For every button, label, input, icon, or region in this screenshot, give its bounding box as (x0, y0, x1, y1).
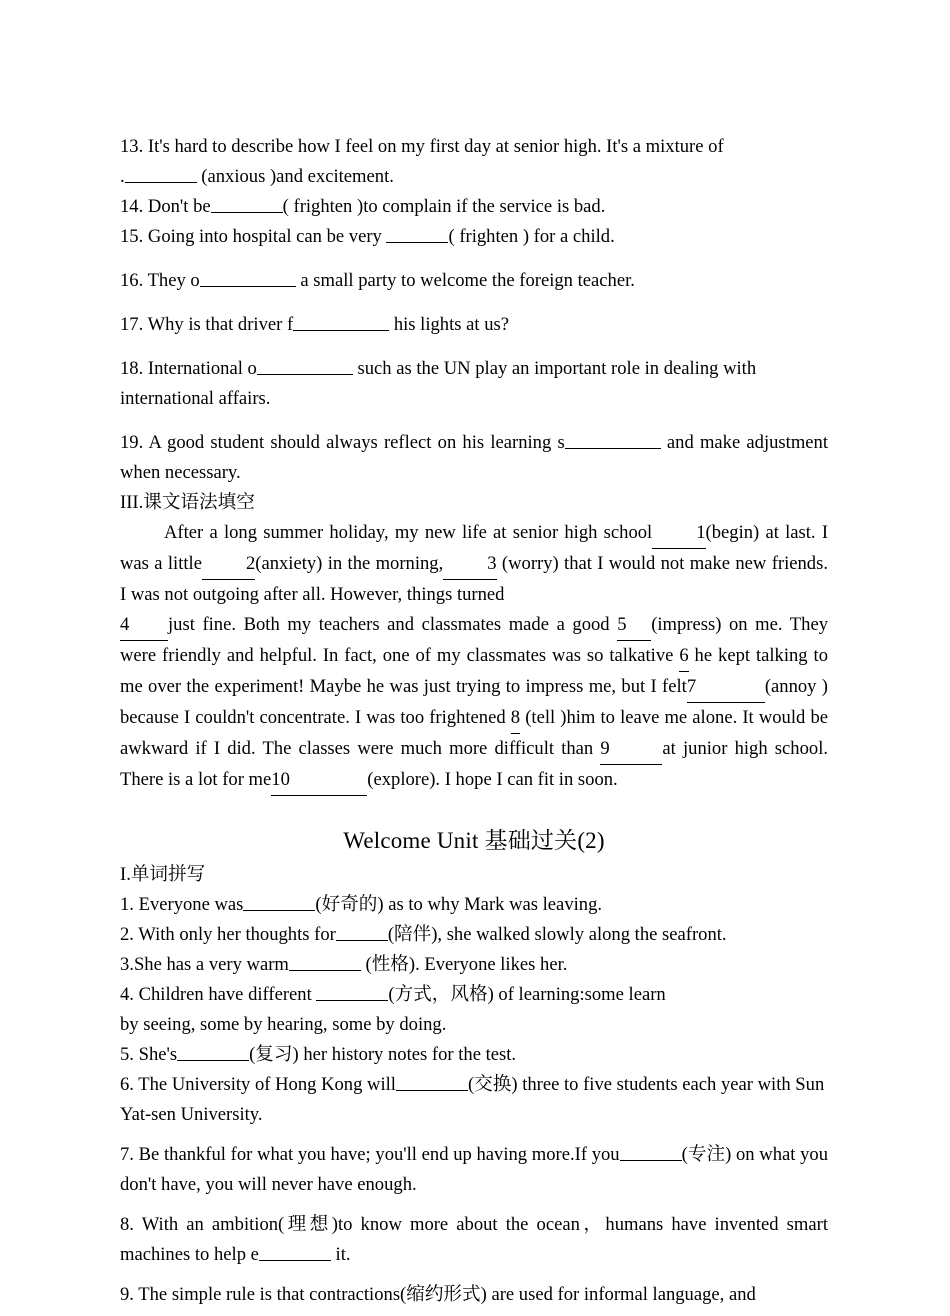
fill-in-blank[interactable] (257, 355, 353, 375)
numbered-blank-7[interactable]: 7 (687, 672, 765, 703)
item-number: 4. (120, 984, 134, 1005)
exercise-item-13-line2 (120, 162, 828, 192)
spelling-item-9 (120, 1280, 828, 1310)
grammar-passage-part-2 (120, 610, 828, 796)
item-number: 17. (120, 314, 144, 335)
numbered-blank-10[interactable]: 10 (271, 765, 367, 796)
item-number: 14. (120, 196, 144, 217)
fill-in-blank[interactable] (316, 981, 388, 1001)
item-text: Everyone was (138, 894, 244, 915)
spelling-item-8 (120, 1210, 828, 1270)
item-text-after: (性格). Everyone likes her. (360, 954, 568, 975)
item-text-after: (交换) three to five students each year with Sun Yat-sen University. (120, 1074, 825, 1125)
item-text-after: (方式，风格) of learning:some learn (388, 984, 666, 1005)
item-text: Going into hospital can be very (147, 226, 387, 247)
fill-in-blank[interactable] (293, 311, 389, 331)
item-number: 16. (120, 270, 144, 291)
passage-text: he kept talking to me over the experiment! Maybe he was just trying to impress me, but I felt (120, 645, 828, 697)
passage-text: After a long summer holiday, my new life at senior high school (164, 522, 653, 543)
item-text: The simple rule is that contractions(缩约形式) are used for informal language, and (138, 1284, 756, 1305)
passage-text: at junior high school. There is a lot for me (120, 738, 829, 790)
fill-in-blank[interactable] (396, 1071, 468, 1091)
item-text-after: (好奇的) as to why Mark was leaving. (315, 894, 603, 915)
item-number: 3. (120, 954, 134, 975)
numbered-blank-3[interactable]: 3 (443, 549, 496, 580)
spelling-item-1 (120, 890, 828, 920)
item-text-after: ( frighten )to complain if the service is bad. (282, 196, 606, 217)
item-text: With only her thoughts for (138, 924, 336, 945)
fill-in-blank[interactable] (211, 193, 283, 213)
item-text-after: (专注) on what you don't have, you will never have enough. (120, 1144, 828, 1195)
item-number: 7. (120, 1144, 134, 1165)
item-text: The University of Hong Kong will (138, 1074, 396, 1095)
item-text-after: his lights at us? (389, 314, 509, 335)
fill-in-blank[interactable] (620, 1141, 682, 1161)
item-text: International o (147, 358, 257, 379)
passage-text: (explore). I hope I can fit in soon. (367, 769, 618, 790)
exercise-item-17 (120, 310, 828, 340)
fill-in-blank[interactable] (565, 429, 661, 449)
fill-in-blank[interactable] (289, 951, 361, 971)
fill-in-blank[interactable] (336, 921, 388, 941)
item-text-after: (陪伴), she walked slowly along the seafront. (387, 924, 727, 945)
item-text: She's (138, 1044, 178, 1065)
passage-text: (worry) that I would not make new friends. I was not outgoing after all. However, things turned (120, 553, 828, 605)
item-number: 5. (120, 1044, 134, 1065)
fill-in-blank[interactable] (259, 1241, 331, 1261)
item-text: Don't be (147, 196, 211, 217)
exercise-item-16 (120, 266, 828, 296)
item-text-after: ( frighten ) for a child. (448, 226, 615, 247)
passage-text: just fine. Both my teachers and classmates made a good (168, 614, 618, 635)
numbered-blank-1[interactable]: 1 (652, 518, 705, 549)
exercise-item-14 (120, 192, 828, 222)
item-text-after: it. (330, 1244, 351, 1265)
item-number: 19. (120, 432, 144, 453)
passage-text: (anxiety) in the morning, (255, 553, 444, 574)
numbered-blank-6[interactable]: 6 (679, 641, 688, 672)
fill-in-blank[interactable] (177, 1041, 249, 1061)
section-heading-grammar: III.课文语法填空 (120, 492, 255, 513)
numbered-blank-2[interactable]: 2 (202, 549, 255, 580)
fill-in-blank[interactable] (125, 163, 197, 183)
item-text: A good student should always reflect on his learning s (148, 432, 565, 453)
spelling-item-2 (120, 920, 828, 950)
item-text: It's hard to describe how I feel on my first day at senior high. It's a mixture of (147, 136, 724, 157)
document-body (120, 132, 828, 1310)
item-number: 8. (120, 1214, 134, 1235)
item-text: She has a very warm (133, 954, 289, 975)
item-number: 1. (120, 894, 134, 915)
passage-text: (annoy ) because I couldn't concentrate. I was too frightened (120, 676, 828, 728)
spelling-item-4 (120, 980, 828, 1010)
numbered-blank-9[interactable]: 9 (600, 734, 662, 765)
numbered-blank-4[interactable]: 4 (120, 610, 168, 641)
item-number: 15. (120, 226, 144, 247)
numbered-blank-8[interactable]: 8 (511, 703, 520, 734)
spelling-item-6 (120, 1070, 828, 1130)
passage-text: (begin) at last. I was a little (120, 522, 829, 574)
fill-in-blank[interactable] (386, 223, 448, 243)
section-heading-spelling: I.单词拼写 (120, 864, 206, 885)
item-text: They o (147, 270, 200, 291)
spelling-item-7 (120, 1140, 828, 1200)
item-text-after: a small party to welcome the foreign teacher. (295, 270, 635, 291)
item-text-suffix: (anxious )and excitement. (196, 166, 394, 187)
item-text-prefix: . (120, 166, 125, 187)
passage-text: (impress) on me. They were friendly and helpful. In fact, one of my classmates was so talkative (120, 614, 829, 666)
item-text-after: such as the UN play an important role in dealing with international affairs. (120, 358, 757, 409)
exercise-item-13 (120, 132, 828, 162)
exercise-item-19 (120, 428, 828, 488)
spelling-item-3 (120, 950, 828, 980)
fill-in-blank[interactable] (243, 891, 315, 911)
passage-text: (tell )him to leave me alone. It would be awkward if I did. The classes were much more difficult than (120, 707, 828, 759)
item-text-after: (复习) her history notes for the test. (249, 1044, 517, 1065)
item-text: Children have different (138, 984, 317, 1005)
exercise-item-15 (120, 222, 828, 252)
spelling-item-5 (120, 1040, 828, 1070)
item-number: 13. (120, 136, 144, 157)
grammar-passage-part-1 (120, 518, 828, 610)
unit-title: Welcome Unit 基础过关(2) (343, 828, 605, 853)
item-text: With an ambition(理想)to know more about the ocean，humans have invented smart machines to help e (120, 1214, 828, 1265)
item-text-after: and make adjustment when necessary. (120, 432, 829, 483)
numbered-blank-5[interactable]: 5 (617, 610, 651, 641)
fill-in-blank[interactable] (200, 267, 296, 287)
item-number: 18. (120, 358, 144, 379)
item-number: 9. (120, 1284, 134, 1305)
spelling-item-4-line2: by seeing, some by hearing, some by doing. (120, 1014, 447, 1035)
item-number: 2. (120, 924, 134, 945)
item-number: 6. (120, 1074, 134, 1095)
item-text: Be thankful for what you have; you'll end up having more.If you (138, 1144, 620, 1165)
exercise-item-18 (120, 354, 828, 414)
item-text: Why is that driver f (147, 314, 294, 335)
